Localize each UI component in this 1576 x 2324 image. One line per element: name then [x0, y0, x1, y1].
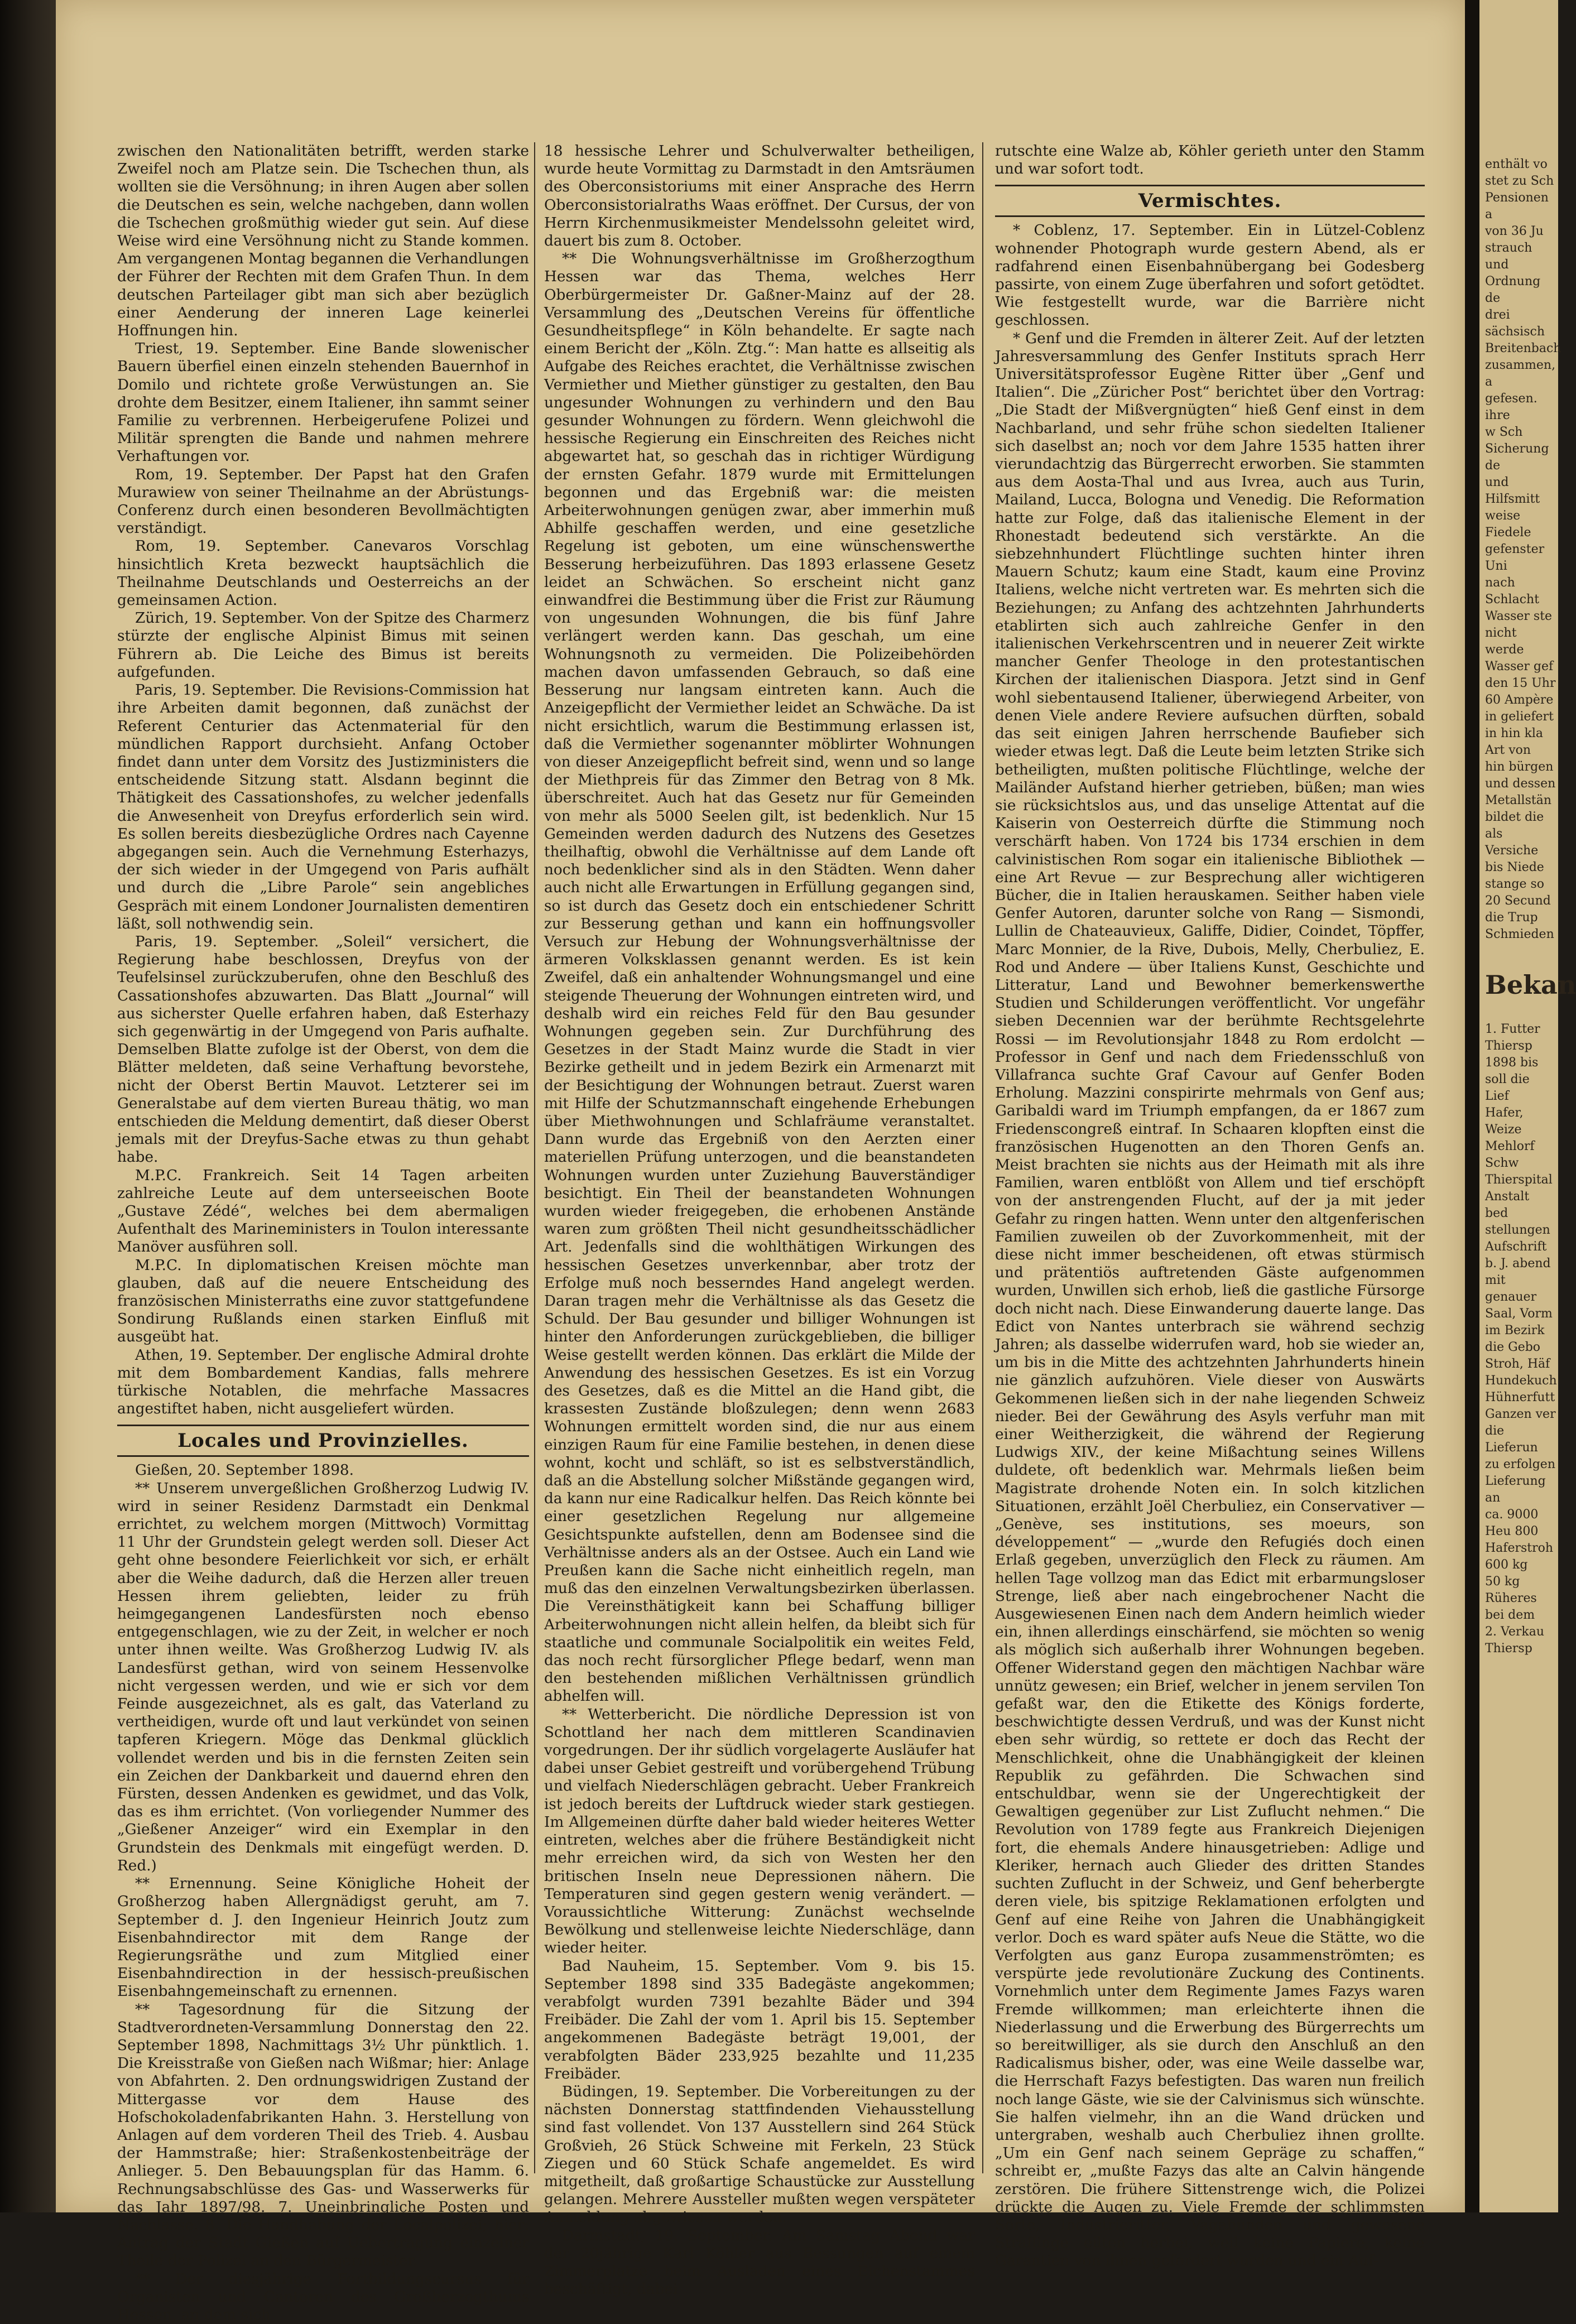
article-paragraph: ** Unserem unvergeßlichen Großherzog Ludwig IV. wird in seiner Residenz Darmstadt ein Denkmal errichtet, zu welchem morgen (Mittwoch) Vormittag 11 Uhr der Grundstein gelegt werden soll. Dieser Act geht ohne besondere Feierlichkeit vor sich, er erhält aber die Weihe dadurch, daß die Herzen aller treuen Hessen ihrem geliebten, leider zu früh heimgegangenen Landesfürsten noch ebenso entgegenschlagen, wie zu der Zeit, in welcher er noch unter ihnen weilte. Was Großherzog Ludwig IV. als Landesfürst gethan, wird von seinem Hessenvolke nicht vergessen werden, und wie er sich vor dem Feinde ausgezeichnet, als es galt, das Vaterland zu vertheidigen, wurde oft und laut verkündet von seinen tapferen Kriegern. Möge das Denkmal glücklich vollendet werden und bis in die fernsten Zeiten sein ein Zeichen der Dankbarkeit und dauernd ehren den Fürsten, dessen Andenken es gewidmet, und das Volk, das es ihm errichtet. (Von vorliegender Nummer des „Gießener Anzeiger“ wird ein Exemplar in den Grundstein des Denkmals mit eingefügt werden. D. Red.) — [117, 1480, 529, 1874]
article-paragraph: Rom, 19. September. Canevaros Vorschlag hinsichtlich Kreta bezweckt hauptsächlich die Theilnahme Deutschlands und Oesterreichs an der gemeinsamen Action. — [117, 538, 529, 609]
article-paragraph: * Coblenz, 17. September. Ein in Lützel-Coblenz wohnender Photograph wurde gestern Abend, als er radfahrend einen Eisenbahnübergang bei Godesberg passirte, von einem Zuge überfahren und sofort getödtet. Wie festgestellt wurde, war die Barrière nicht geschlossen. — [995, 222, 1425, 329]
article-paragraph: zwischen den Nationalitäten betrifft, werden starke Zweifel noch am Platze sein. Die Tschechen thun, als wollten sie die Versöhnung; in ihren Augen aber sollen die Deutschen es sein, welche nachgeben, dann wollen die Tschechen großmüthig wieder gut sein. Auf diese Weise wird eine Versöhnung nicht zu Stande kommen. Am vergangenen Montag begannen die Verhandlungen der Führer der Rechten mit dem Grafen Thun. In dem deutschen Parteilager gibt man sich aber bezüglich einer Aenderung der inneren Lage keinerlei Hoffnungen hin. — [117, 143, 529, 340]
article-paragraph: 18 hessische Lehrer und Schulverwalter betheiligen, wurde heute Vormittag zu Darmstadt in den Amtsräumen des Oberconsistoriums mit einer Ansprache des Herrn Oberconsistorialraths Waas eröffnet. Der Cursus, der von Herrn Kirchenmusikmeister Mendelssohn geleitet wird, dauert bis zum 8. October. — [544, 143, 975, 250]
column-rule — [534, 142, 535, 2173]
article-paragraph: ** Der diesjährige Fortbildungscursus für Organisten und Cantoren des Großherzogthums Hessen, an dem sich — [117, 2270, 529, 2323]
article-paragraph: rutschte eine Walze ab, Köhler gerieth unter den Stamm und war sofort todt. — [995, 143, 1425, 178]
article-paragraph: ** Tagesordnung für die Sitzung der Stadtverordneten-Versammlung Donnerstag den 22. September 1898, Nachmittags 3½ Uhr pünktlich. 1. Die Kreisstraße von Gießen nach Wißmar; hier: Anlage von Abfahrten. 2. Den ordnungswidrigen Zustand der Mittergasse vor dem Hause des Hofschokoladenfabrikanten Hahn. 3. Herstellung von Anlagen auf dem vorderen Theil des Trieb. 4. Ausbau der Hammstraße; hier: Straßenkostenbeiträge der Anlieger. 5. Den Bebauungsplan für das Hamm. 6. Rechnungsabschlüsse des Gas- und Wasserwerks für das Jahr 1897/98. 7. Uneinbringliche Posten und Nachlässe. 8. Die Handhabung der Localpolizei; hier: Antrag der Stadt Gießen auf Uebertragung einzelner Theile der Polizei an den Bürgermeister. — [117, 2001, 529, 2270]
column-3 — [995, 142, 1425, 2270]
article-paragraph: Zürich, 19. September. Von der Spitze des Charmerz stürzte der englische Alpinist Bimus mit seinen Führern ab. Die Leiche des Bimus ist bereits aufgefunden. — [117, 610, 529, 681]
column-2 — [544, 142, 975, 2298]
page-gutter — [1465, 0, 1479, 2212]
article-paragraph: * Genf und die Fremden in älterer Zeit. Auf der letzten Jahresversammlung des Genfer Instituts sprach Herr Universitätsprofessor Eugène Ritter über „Genf und Italien“. Die „Züricher Post“ berichtet über den Vortrag: „Die Stadt der Mißvergnügten“ hieß Genf einst in dem Nachbarland, und sehr frühe schon siedelten Italiener sich daselbst an; noch vor dem Jahre 1535 hatten ihrer vierundachtzig das Bürgerrecht erworben. Sie stammten aus dem Aosta-Thal und aus Ivrea, auch aus Turin, Mailand, Lucca, Bologna und Venedig. Die Reformation hatte zur Folge, daß das italienische Element in der Rhonestadt bedeutend sich verstärkte. An die siebzehnhundert Flüchtlinge suchten hinter ihren Mauern Schutz; kaum eine Stadt, kaum eine Provinz Italiens, welche nicht vertreten war. Es mehrten sich die Beziehungen; zu Anfang des achtzehnten Jahrhunderts etablirten sich auch zahlreiche Genfer in den italienischen Verkehrscentren und in neuerer Zeit wirkte mancher Genfer Theologe in den protestantischen Kirchen der italienischen Diaspora. Jetzt sind in Genf wohl siebentausend Italiener, überwiegend Arbeiter, von denen Viele andere Reviere aufsuchen dürften, sobald das seit einigen Jahren herrschende Baufieber sich wieder etwas legt. Daß die Leute beim letzten Strike sich betheiligten, mußten politische Flüchtlinge, welche der Mailänder Aufstand hierher getrieben, büßen; man wies sie rücksichtslos aus, und das unselige Attentat auf die Kaiserin von Oesterreich dürfte die Stimmung noch verschärft haben. Von 1724 bis 1734 erschien in dem calvinistischen Rom sogar ein italienische Bibliothek — eine Art Revue — zur Besprechung aller wichtigeren Bücher, die in Italien herauskamen. Seither haben viele Genfer Autoren, darunter solche von Rang — Sismondi, Lullin de Chateauvieux, Galiffe, Didier, Coindet, Töpffer, Marc Monnier, de la Rive, Dubois, Melly, Cherbuliez, E. Rod und Andere — über Italiens Kunst, Geschichte und Litteratur, Land und Bewohner bemerkenswerthe Studien und Schilderungen veröffentlicht. Vor ungefähr sieben Decennien war der berühmte Rechtsgelehrte Rossi — im Revolutionsjahr 1848 zu Rom erdolcht — Professor in Genf und nach dem Friedensschluß von Villafranca suchte Graf Cavour auf Genfer Boden Erholung. Mazzini conspirirte mehrmals von Genf aus; Garibaldi ward im Triumph empfangen, da er 1867 zum Friedenscongreß eintraf. In Schaaren klopften einst die französischen Hugenotten an den Thoren Genfs an. Meist brachten sie nichts aus der Heimath mit als ihre Familien, waren entblößt von Allem und tief erschöpft von der anstrengenden Flucht, auf der ja mit jeder Gefahr zu ringen hatten. Wenn unter den altgenferischen Familien zuweilen ob der Zuvorkommenheit, mit der diese nicht immer bescheidenen, oft etwas stürmisch und prätentiös auftretenden Gäste aufgenommen wurden, Unwillen sich erhob, ließ die gastliche Fürsorge doch nicht nach. Diese Einwanderung dauerte lange. Das Edict von Nantes unterbrach sie während sechzig Jahren; als dasselbe widerrufen ward, hob sie wieder an, um bis in die Mitte des achtzehnten Jahrhunderts hinein nie gänzlich aufzuhören. Viele dieser von Auswärts Gekommenen ließen sich in der nahe liegenden Schweiz nieder. Bei der Gewährung des Asyls verfuhr man mit einer Weitherzigkeit, die während der Regierung Ludwigs XIV., der keine Mißachtung seines Willens duldete, oft bedenklich war. Mehrmals ließen beim Magistrate drohende Noten ein. In solch kitzlichen Situationen, erzählt Joël Cherbuliez, ein Conservativer — „Genève, ses institutions, ses moeurs, son développement“ — „wurde den Refugiés doch einen Erlaß gegeben, unverzüglich den Fleck zu räumen. Am hellen Tage vollzog man das Edict mit erbarmungsloser Strenge, ließ aber nach eingebrochener Nacht die Ausgewiesenen Einen nach dem Andern heimlich wieder ein, ihnen allerdings einschärfend, sie möchten so wenig als möglich sich außerhalb ihrer Wohnungen begeben. Offener Widerstand gegen den mächtigen Nachbar wäre unnütz gewesen; ein Brief, welcher in jenem servilen Ton gefaßt war, den die Etikette des Königs forderte, beschwichtigte dessen Verdruß, und was der Kunst nicht eben sehr würdig, so rettete er doch das Recht der Menschlichkeit, ohne die Unabhängigkeit der kleinen Republik zu gefährden. Die Schwachen sind entschuldbar, wenn sie der Ungerechtigkeit der Gewaltigen gegenüber zur List Zuflucht nehmen.“ Die Revolution von 1789 fegte aus Frankreich Diejenigen fort, die ehemals Andere hinausgetrieben: Adlige und Kleriker, hernach auch Glieder des dritten Standes suchten Zuflucht in der Schweiz, und Genf beherbergte deren viele, bis spitzige Reklamationen erfolgten und Genf auf eine Reihe von Jahren die Unabhängigkeit verlor. Doch es ward später aufs Neue die Stätte, wo die Verfolgten aus ganz Europa zusammenströmten; es verspürte jede revolutionäre Zuckung des Continents. Vornehmlich unter dem Regimente James Fazys waren Fremde willkommen; man erleichterte ihnen die Niederlassung und die Erwerbung des Bürgerrechts um so bereitwilliger, als sie durch den Anschluß an den Radicalismus bisher, oder, was eine Weile dasselbe war, die Herrschaft Fazys befestigten. Das waren nun freilich noch lange Gäste, wie sie der Calvinismus sich wünschte. Sie halfen vielmehr, ihn an die Wand drücken und untergraben, weshalb auch Cherbuliez ihnen grollte. „Um ein Genf nach seinem Gepräge zu schaffen,“ schreibt er, „mußte Fazys das alte an Calvin hängende zerstören. Die frühere Sittenstrenge wich, die Polizei drückte die Augen zu. Viele Fremde der schlimmsten Sorte, Industrieritter, Vagabunden und gewesene Sträflinge eilten herbei, weil keine Papiere, keine Garantien von ihnen gefordert wurden und ein Auf- — [995, 330, 1425, 2270]
article-paragraph: Darmstadt, 19. September. Am Samstag Abend war der 20jährige Karl Köhler aus Bessungen auf einem Zimmerplatze beim Ausladen eines Eichenstammes beschäftigt, dabei — [544, 2227, 975, 2298]
adjacent-page-heading: Bekan — [1485, 970, 1576, 1000]
article-paragraph: Büdingen, 19. September. Die Vorbereitungen zu der nächsten Donnerstag stattfindenden Viehausstellung sind fast vollendet. Von 137 Ausstellern sind 264 Stück Großvieh, 26 Stück Schweine mit Ferkeln, 23 Stück Ziegen und 60 Stück Schafe angemeldet. Es wird mitgetheilt, daß großartige Schaustücke zur Ausstellung gelangen. Mehrere Aussteller mußten wegen verspäteter Anmeldung abgewiesen werden. — [544, 2083, 975, 2226]
article-paragraph: M.P.C. Frankreich. Seit 14 Tagen arbeiten zahlreiche Leute auf dem unterseeischen Boote „Gustave Zédé“, welches bei dem abermaligen Aufenthalt des Marineministers in Toulon interessante Manöver ausführen soll. — [117, 1167, 529, 1256]
article-paragraph: Bad Nauheim, 15. September. Vom 9. bis 15. September 1898 sind 335 Badegäste angekommen; verabfolgt wurden 7391 bezahlte Bäder und 394 Freibäder. Die Zahl der vom 1. April bis 15. September angekommenen Badegäste beträgt 19,001, der verabfolgten Bäder 233,925 bezahlte und 11,235 Freibäder. — [544, 1957, 975, 2082]
column-rule — [982, 142, 983, 2173]
article-paragraph: Gießen, 20. September 1898. — [135, 1462, 354, 1479]
column-1 — [117, 142, 529, 2323]
article-paragraph: Rom, 19. September. Der Papst hat den Grafen Murawiew von seiner Theilnahme an der Abrüstungs-Conferenz durch einen besonderen Bevollmächtigten verständigt. — [117, 466, 529, 537]
adjacent-page-text-bottom: 1. Futter Thiersp 1898 bis soll die Lief Hafer, Weize Mehlorf Schw Thierspital Anstalt bed stellungen Aufschrift b. J. abend mit genauer Saal, Vorm im Bezirk die Gebo Stroh, Häf Hundekuch Hühnerfutt Ganzen ver die Lieferun zu erfolgen Lieferung an ca. 9000 Heu 800 Haferstroh 600 kg 50 kg Rüheres bei dem 2. Verkau Thiersp — [1485, 1022, 1557, 1656]
article-paragraph: ** Die Wohnungsverhältnisse im Großherzogthum Hessen war das Thema, welches Herr Oberbürgermeister Dr. Gaßner-Mainz auf der 28. Versammlung des „Deutschen Vereins für öffentliche Gesundheitspflege“ in Köln behandelte. Er sagte nach einem Bericht der „Köln. Ztg.“: Man hatte es allseitig als Aufgabe des Reiches erachtet, die Verhältnisse zwischen Vermiether und Miether günstiger zu gestalten, den Bau ungesunder Wohnungen zu verhindern und den Bau gesunder Wohnungen zu fördern. Wenn gleichwohl die hessische Regierung ein Einschreiten des Reiches nicht abgewartet hat, so geschah das in richtiger Würdigung der ernsten Gefahr. 1879 wurde mit Ermittelungen begonnen und das Ergebniß war: die meisten Arbeiterwohnungen genügen zwar, aber immerhin muß Abhilfe geschaffen werden, und eine gesetzliche Regelung ist geboten, um eine wünschenswerthe Besserung herbeizuführen. Das 1893 erlassene Gesetz leidet an Schwächen. So erscheint nicht ganz einwandfrei die Bestimmung über die Frist zur Räumung von ungesunden Wohnungen, die bis fünf Jahre verlängert werden kann. Das geschah, um eine Wohnungsnoth zu vermeiden. Die Polizeibehörden machen davon umfassenden Gebrauch, so daß eine Besserung nur langsam eintreten kann. Auch die Anzeigepflicht der Vermiether leidet an Schwäche. Da ist nicht ersichtlich, warum die Bestimmung erlassen ist, daß die Vermiether sogenannter möblirter Wohnungen von dieser Anzeigepflicht befreit sind, wenn und so lange der Miethpreis für das Zimmer den Betrag von 8 Mk. überschreitet. Auch hat das Gesetz nur für Gemeinden von mehr als 5000 Seelen gilt, ist bedenklich. Nur 15 Gemeinden werden dadurch des Nutzens des Gesetzes theilhaftig, obwohl die Verhältnisse auf dem Lande oft noch bedenklicher sind als in den Städten. Wenn daher auch nicht alle Erwartungen in Erfüllung gegangen sind, so ist durch das Gesetz doch ein entschiedener Schritt zur Besserung gethan und kann ein hoffnungsvoller Versuch zur Hebung der Wohnungsverhältnisse der ärmeren Volksklassen genannt werden. Es ist kein Zweifel, daß ein anhaltender Wohnungsmangel und eine steigende Theuerung der Wohnungen eintreten wird, und deshalb wird ein reiches Feld für den Bau gesunder Wohnungen gegeben sein. Zur Durchführung des Gesetzes in der Stadt Mainz wurde die Stadt in vier Bezirke getheilt und in jedem Bezirk ein Armenarzt mit der Besichtigung der Wohnungen betraut. Zuerst waren mit Hilfe der Schutzmannschaft eingehende Erhebungen über Miethwohnungen und Schlafräume veranstaltet. Dann wurde das Ergebniß von den Aerzten einer materiellen Prüfung unterzogen, und die beanstandeten Wohnungen wurden unter Zuziehung Bauverständiger besichtigt. Ein Theil der beanstandeten Wohnungen wurden wieder freigegeben, die erhobenen Anstände waren zum größten Theil nicht gesundheitsschädlicher Art. Jedenfalls sind die wohlthätigen Wirkungen des hessischen Gesetzes unverkennbar, aber trotz der Erfolge muß noch besserndes Hand angelegt werden. Daran tragen mehr die Verhältnisse als das Gesetz die Schuld. Der Bau gesunder und billiger Wohnungen ist hinter den Anforderungen zurückgeblieben, die billiger Weise gestellt werden können. Das erklärt die Milde der Anwendung des hessischen Gesetzes. Es ist ein Vorzug des Gesetzes, daß es die Mittel an die Hand gibt, die krassesten Zustände bloßzulegen; denn wenn 2683 Wohnungen ermittelt worden sind, die nur aus einem einzigen Raum für eine Familie bestehen, in denen diese wohnt, kocht und schläft, so ist es selbstverständlich, daß an die Abstellung solcher Mißstände gegangen wird, da kann nur eine Radicalkur helfen. Das Reich könnte bei einer gesetzlichen Regelung nur allgemeine Gesichtspunkte aufstellen, denn am Bodensee sind die Verhältnisse anders als an der Ostsee. Auch ein Land wie Preußen kann die Sache nicht einheitlich regeln, man muß das den einzelnen Verwaltungsbezirken überlassen. Die Vereinsthätigkeit kann bei Schaffung billiger Arbeiterwohnungen nicht allein helfen, da bleibt sich für staatliche und communale Socialpolitik ein weites Feld, das noch recht fürsorglicher Pflege bedarf, wenn man den bestehenden mißlichen Verhältnissen gründlich abhelfen will. — [544, 251, 975, 1705]
section-heading: Vermischtes. — [995, 185, 1425, 217]
adjacent-page-fragment — [1479, 0, 1576, 2212]
article-paragraph: ** Ernennung. Seine Königliche Hoheit der Großherzog haben Allergnädigst geruht, am 7. September d. J. den Ingenieur Heinrich Joutz zum Eisenbahndirector mit dem Range der Regierungsräthe und zum Mitglied einer Eisenbahndirection in der hessisch-preußischen Eisenbahngemeinschaft zu ernennen. — [117, 1875, 529, 2000]
section-heading: Locales und Provinzielles. — [117, 1425, 529, 1457]
article-paragraph: M.P.C. In diplomatischen Kreisen möchte man glauben, daß auf die neuere Entscheidung des französischen Ministerraths eine zuvor stattgefundene Sondirung Rußlands einen starken Einfluß mit ausgeübt hat. — [117, 1257, 529, 1346]
article-paragraph: Paris, 19. September. Die Revisions-Commission hat ihre Arbeiten damit begonnen, daß zunächst der Referent Centurier das Actenmaterial für den mündlichen Rapport durchsieht. Anfang October findet dann unter dem Vorsitz des Justizministers die entscheidende Sitzung statt. Alsdann beginnt die Thätigkeit des Cassationshofes, zu welcher jedenfalls die Anwesenheit von Dreyfus erforderlich sein wird. Es sollen bereits diesbezügliche Ordres nach Cayenne abgegangen sein. Auch die Vernehmung Esterhazys, der sich wieder in der Umgegend von Paris aufhält und durch die „Libre Parole“ sein angebliches Gespräch mit einem Londoner Journalisten dementiren läßt, soll nothwendig sein. — [117, 682, 529, 932]
article-paragraph: ** Wetterbericht. Die nördliche Depression ist von Schottland her nach dem mittleren Scandinavien vorgedrungen. Der ihr südlich vorgelagerte Ausläufer hat dabei unser Gebiet gestreift und vorübergehend Trübung und vielfach Niederschlägen gebracht. Ueber Frankreich ist jedoch bereits der Luftdruck wieder stark gestiegen. Im Allgemeinen dürfte daher bald wieder heiteres Wetter eintreten, welches aber die frühere Beständigkeit nicht mehr erreichen wird, da sich von Westen her den britischen Inseln neue Depressionen nähern. Die Temperaturen sind gegen gestern wenig verändert. — Voraussichtliche Witterung: Zunächst wechselnde Bewölkung und stellenweise leichte Niederschläge, dann wieder heiter. — [544, 1706, 975, 1957]
article-paragraph: Athen, 19. September. Der englische Admiral drohte mit dem Bombardement Kandias, falls mehrere türkische Notablen, die mehrfache Massacres angestiftet haben, nicht ausgeliefert würden. — [117, 1346, 529, 1418]
article-paragraph: Paris, 19. September. „Soleil“ versichert, die Regierung habe beschlossen, Dreyfus von der Teufelsinsel zurückzuberufen, ohne den Beschluß des Cassationshofes abzuwarten. Das Blatt „Journal“ will aus sicherster Quelle erfahren haben, daß Esterhazy sich gegenwärtig in der Umgegend von Paris aufhalte. Demselben Blatte zufolge ist der Oberst, von dem die Blätter meldeten, daß seine Verhaftung bevorstehe, nicht der Oberst Bertin Mauvot. Letzterer sei im Generalstabe auf dem vierten Bureau thätig, wo man entschieden die Meldung dementirt, daß dieser Oberst jemals mit der Dreyfus-Sache etwas zu thun gehabt habe. — [117, 933, 529, 1166]
adjacent-page-text — [1479, 0, 1576, 1657]
article-paragraph: Triest, 19. September. Eine Bande slowenischer Bauern überfiel einen einzeln stehenden Bauernhof in Domilo und richtete große Verwüstungen an. Sie drohte dem Besitzer, einem Italiener, ihn sammt seiner Familie zu verbrennen. Herbeigerufene Polizei und Militär sprengten die Bande und nahmen mehrere Verhaftungen vor. — [117, 340, 529, 465]
adjacent-page-text-top: enthält vo stet zu Sch Pensionen a von 36 Ju strauch und Ordnung de drei sächsisch Breitenbach zusammen, a gefesen. ihre w Sch Sicherung de und Hilfsmitt weise Fiedele gefenster Uni nach Schlacht Wasser ste nicht werde Wasser gef den 15 Uhr 60 Ampère in geliefert in hin kla Art von hin bürgen und dessen Metallstän bildet die als Versiche bis Niede stange so 20 Secund die Trup Schmieden — [1485, 157, 1561, 941]
